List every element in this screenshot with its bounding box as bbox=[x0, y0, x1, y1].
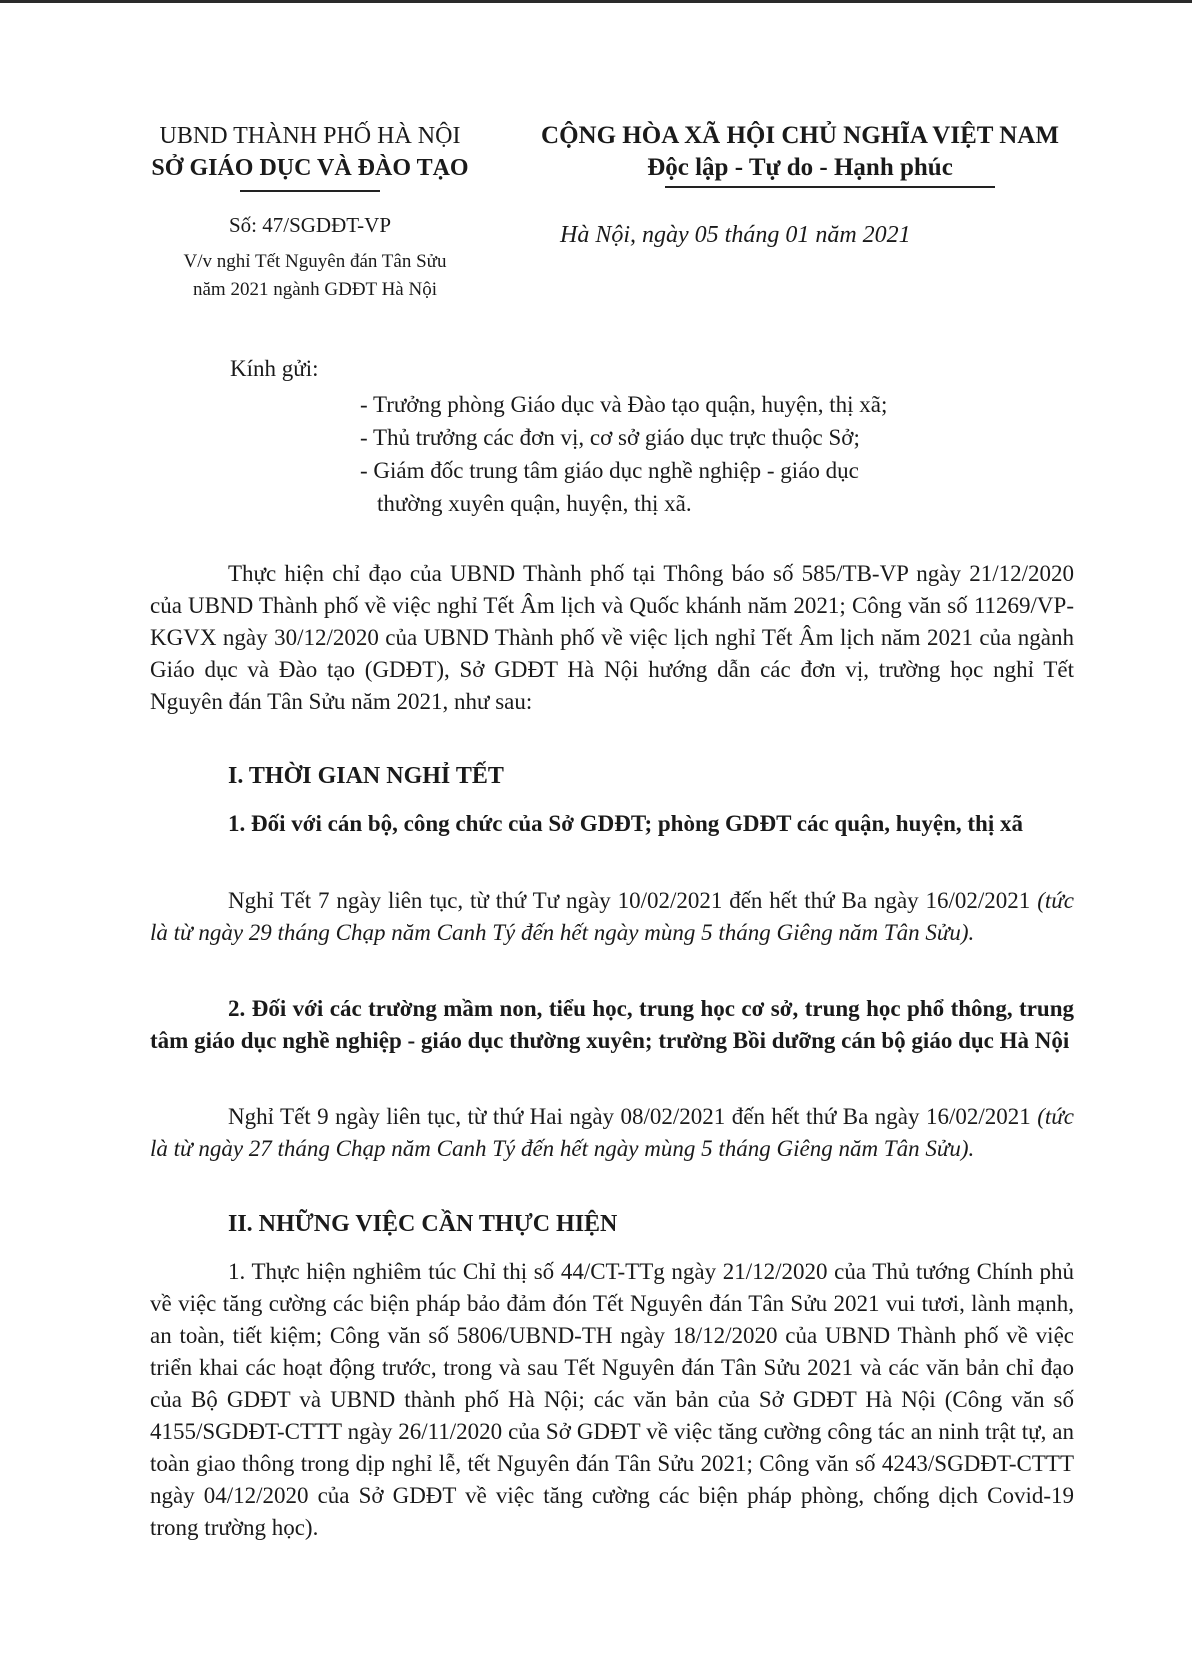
agency-underline bbox=[240, 190, 380, 192]
greeting: Kính gửi: bbox=[230, 356, 319, 381]
nation-line-2: Độc lập - Tự do - Hạnh phúc bbox=[647, 154, 953, 181]
section-1-item-1-title: 1. Đối với cán bộ, công chức của Sở GDĐT; phòng GDĐT các quận, huyện, thị xã bbox=[228, 811, 1023, 836]
section-1-item-2-title: 2. Đối với các trường mầm non, tiểu học, trung học cơ sở, trung học phổ thông, trung tâm giáo dục nghề nghiệp - giáo dục thường xuyên; trường Bồi dưỡng cán bộ giáo dục Hà Nội bbox=[150, 996, 1074, 1053]
item-1-lunar-dates: (tức là từ ngày 29 tháng Chạp năm Canh Tý đến hết ngày mùng 5 tháng Giêng năm Tân Sửu). bbox=[150, 888, 1074, 945]
national-motto bbox=[520, 120, 1080, 184]
agency-line-1: UBND THÀNH PHỐ HÀ NỘI bbox=[159, 123, 461, 149]
item-2-text: Nghỉ Tết 9 ngày liên tục, từ thứ Hai ngày 08/02/2021 đến hết thứ Ba ngày 16/02/2021 bbox=[228, 1104, 1038, 1129]
item-2-lunar-dates: (tức là từ ngày 27 tháng Chạp năm Canh Tý đến hết ngày mùng 5 tháng Giêng năm Tân Sửu). bbox=[150, 1104, 1074, 1161]
scan-top-edge bbox=[0, 0, 1192, 3]
section-2-item-1-text: 1. Thực hiện nghiêm túc Chỉ thị số 44/CT-TTg ngày 21/12/2020 của Thủ tướng Chính phủ về việc tăng cường các biện pháp bảo đảm đón Tết Nguyên đán Tân Sửu 2021 vui tươi, lành mạnh, an toàn, tiết kiệm; Công văn số 5806/UBND-TH ngày 18/12/2020 của UBND Thành phố về việc triển khai các hoạt động trước, trong và sau Tết Nguyên đán Tân Sửu 2021 và các văn bản chỉ đạo của Bộ GDĐT và UBND thành phố Hà Nội; các văn bản của Sở GDĐT Hà Nội (Công văn số 4155/SGDĐT-CTTT ngày 26/11/2020 của Sở GDĐT về việc tăng cường công tác an ninh trật tự, an toàn giao thông trong dịp nghỉ lễ, tết Nguyên đán Tân Sửu 2021; Công văn số 4243/SGDĐT-CTTT ngày 04/12/2020 của Sở GDĐT về việc tăng cường các biện pháp phòng, chống dịch Covid-19 trong trường học). bbox=[150, 1259, 1074, 1540]
recipient-3-cont: thường xuyên quận, huyện, thị xã. bbox=[377, 491, 692, 516]
document-date: Hà Nội, ngày 05 tháng 01 năm 2021 bbox=[560, 222, 911, 248]
section-1-item-2-text bbox=[150, 1101, 1074, 1165]
recipient-2: - Thủ trưởng các đơn vị, cơ sở giáo dục trực thuộc Sở; bbox=[360, 425, 860, 450]
recipient-3: - Giám đốc trung tâm giáo dục nghề nghiệp - giáo dục bbox=[360, 458, 859, 483]
section-1-title: I. THỜI GIAN NGHỈ TẾT bbox=[228, 763, 504, 789]
subject-line-2: năm 2021 ngành GDĐT Hà Nội bbox=[193, 279, 437, 300]
intro-paragraph: Thực hiện chỉ đạo của UBND Thành phố tại Thông báo số 585/TB-VP ngày 21/12/2020 của UBND Thành phố về việc nghỉ Tết Âm lịch và Quốc khánh năm 2021; Công văn số 11269/VP-KGVX ngày 30/12/2020 của UBND Thành phố về việc lịch nghỉ Tết Âm lịch năm 2021 của ngành Giáo dục và Đào tạo (GDĐT), Sở GDĐT Hà Nội hướng dẫn các đơn vị, trường học nghỉ Tết Nguyên đán Tân Sửu năm 2021, như sau: bbox=[150, 561, 1074, 714]
document-number: Số: 47/SGDĐT-VP bbox=[228, 213, 391, 237]
issuing-agency bbox=[130, 120, 490, 184]
agency-line-2: SỞ GIÁO DỤC VÀ ĐÀO TẠO bbox=[151, 155, 469, 181]
motto-underline bbox=[665, 186, 995, 188]
document-subject bbox=[150, 248, 480, 304]
section-1-item-1-text bbox=[150, 885, 1074, 949]
section-2-title: II. NHỮNG VIỆC CẦN THỰC HIỆN bbox=[228, 1211, 618, 1237]
nation-line-1: CỘNG HÒA XÃ HỘI CHỦ NGHĨA VIỆT NAM bbox=[541, 122, 1059, 149]
recipient-1: - Trưởng phòng Giáo dục và Đào tạo quận, huyện, thị xã; bbox=[360, 392, 888, 417]
subject-line-1: V/v nghỉ Tết Nguyên đán Tân Sửu bbox=[183, 251, 447, 272]
item-1-text: Nghỉ Tết 7 ngày liên tục, từ thứ Tư ngày 10/02/2021 đến hết thứ Ba ngày 16/02/2021 bbox=[228, 888, 1038, 913]
